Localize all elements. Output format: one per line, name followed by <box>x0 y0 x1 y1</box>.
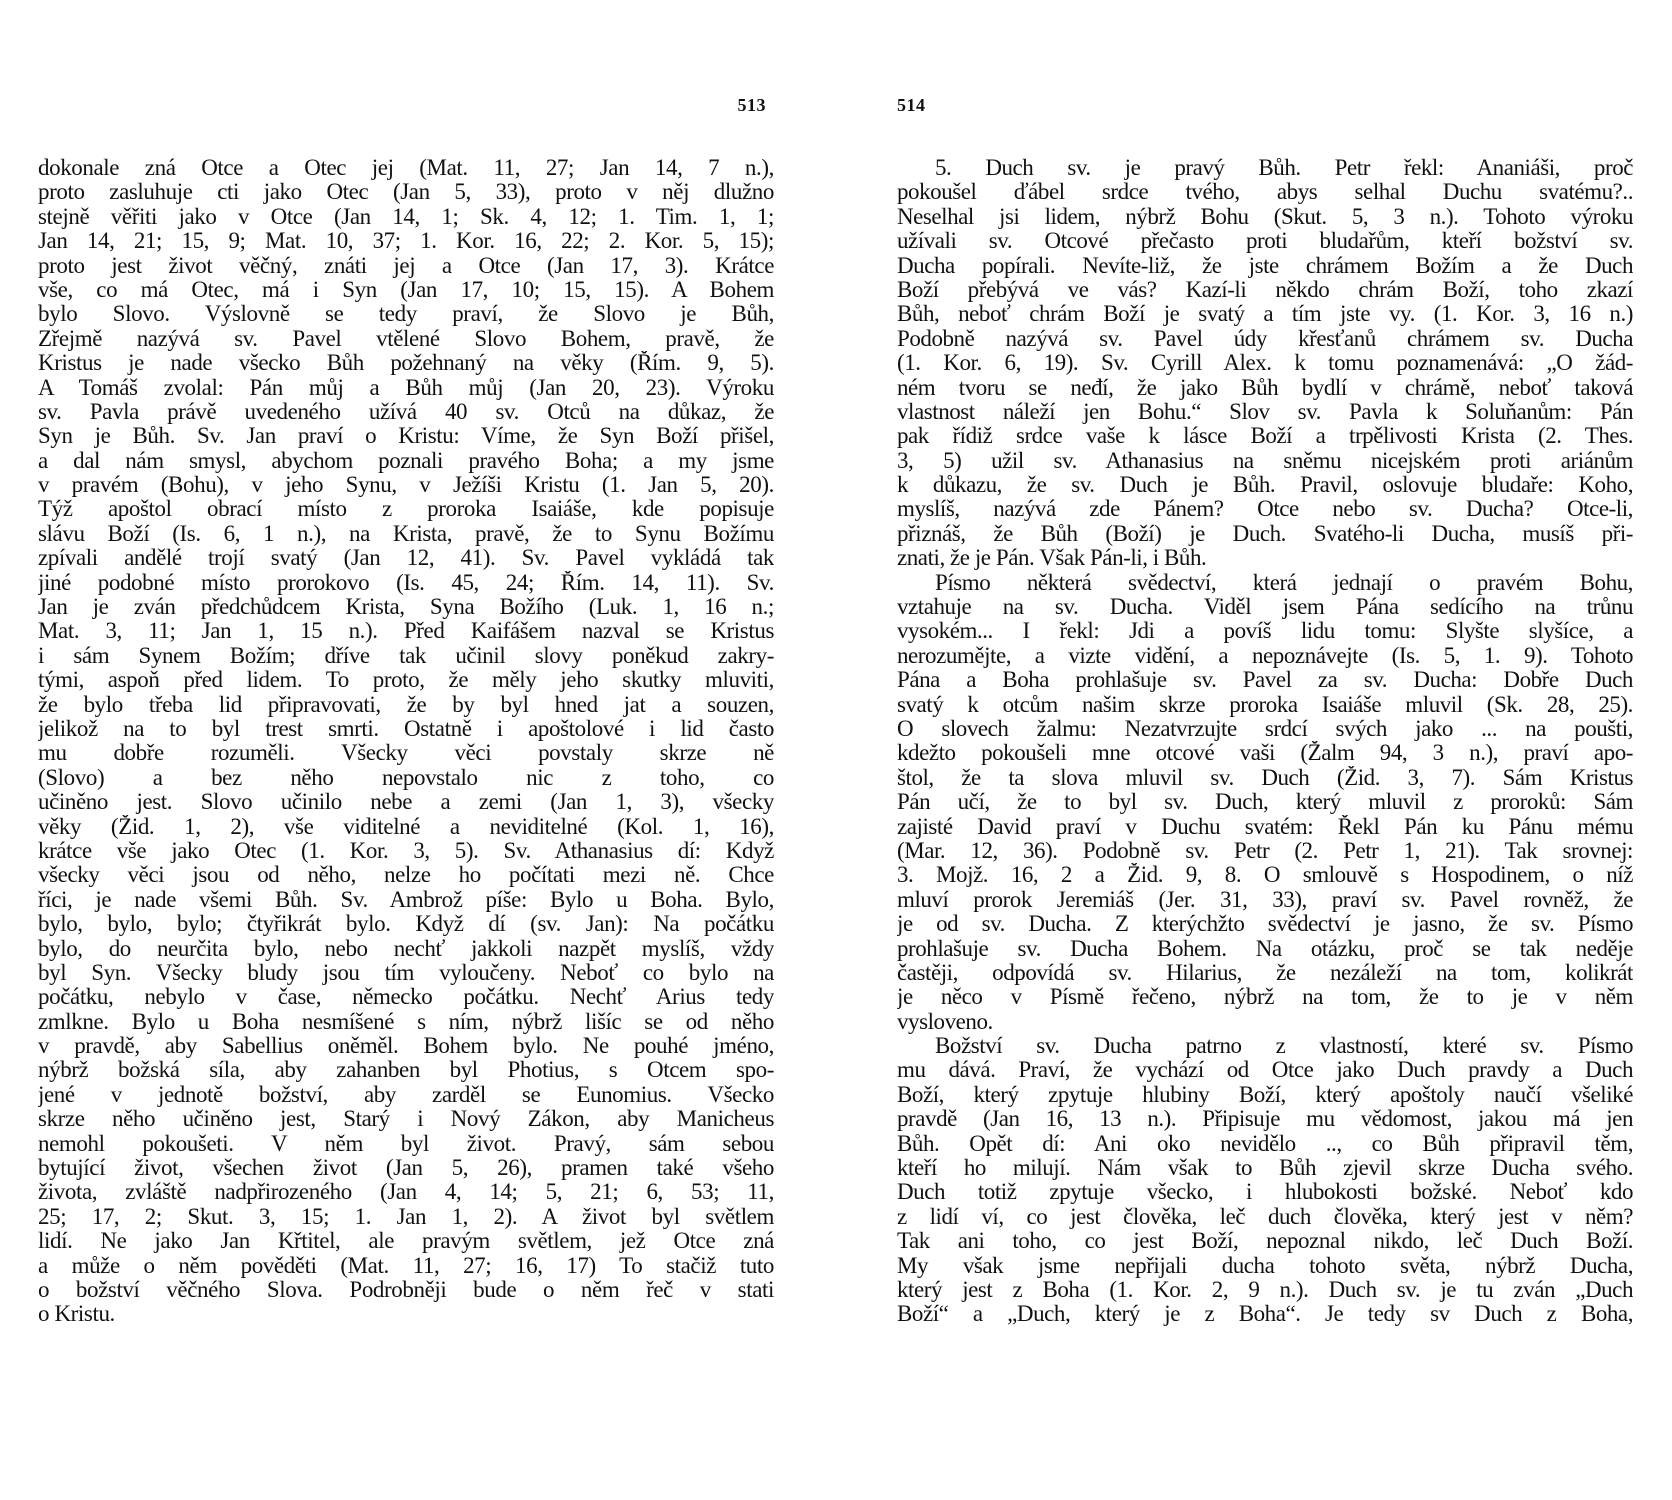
text-line: skrze něho učiněno jest, Starý i Nový Zákon, aby Manicheus <box>38 1107 774 1132</box>
text-line: mu dává. Praví, že vychází od Otce jako Duch pravdy a Duch <box>897 1058 1633 1083</box>
text-line: je něco v Písmě řečeno, nýbrž na tom, že to je v něm <box>897 985 1633 1010</box>
text-line: vysokém... I řekl: Jdi a povíš lidu tomu: Slyšte slyšíce, a <box>897 619 1633 644</box>
text-line: stejně věřiti jako v Otce (Jan 14, 1; Sk. 4, 12; 1. Tim. 1, 1; <box>38 204 774 229</box>
text-line: sv. Pavla právě uvedeného užívá 40 sv. Otců na důkaz, že <box>38 399 774 424</box>
text-line: prohlašuje sv. Ducha Bohem. Na otázku, proč se tak neděje <box>897 936 1633 961</box>
text-line: věky (Žid. 1, 2), vše viditelné a neviditelné (Kol. 1, 16), <box>38 814 774 839</box>
text-line: Týž apoštol obrací místo z proroka Isaiáše, kde popisuje <box>38 497 774 522</box>
text-line: Ducha popírali. Nevíte-liž, že jste chrámem Božím a že Duch <box>897 253 1633 278</box>
text-line: Zřejmě nazývá sv. Pavel vtělené Slovo Bohem, pravě, že <box>38 326 774 351</box>
page-text <box>38 156 774 1327</box>
text-line: Duch totiž zpytuje všecko, i hlubokosti božské. Neboť kdo <box>897 1180 1633 1205</box>
text-line: o Kristu. <box>38 1302 115 1327</box>
text-line: jiné podobné místo prorokovo (Is. 45, 24; Řím. 14, 11). Sv. <box>38 570 774 595</box>
text-line: pravdě (Jan 16, 13 n.). Připisuje mu vědomost, jakou má jen <box>897 1107 1633 1132</box>
text-line: říci, je nade všemi Bůh. Sv. Ambrož píše: Bylo u Boha. Bylo, <box>38 887 774 912</box>
text-line: bylo, bylo, bylo; čtyřikrát bylo. Když dí (sv. Jan): Na počátku <box>38 912 774 937</box>
text-line: proto zasluhuje cti jako Otec (Jan 5, 33), proto v něj dlužno <box>38 180 774 205</box>
text-line: Bůh. Opět dí: Ani oko nevidělo .., co Bůh připravil těm, <box>897 1131 1633 1156</box>
text-line: který jest z Boha (1. Kor. 2, 9 n.). Duch sv. je tu zván „Duch <box>897 1277 1633 1302</box>
text-line: učiněno jest. Slovo učinilo nebe a zemi (Jan 1, 3), všecky <box>38 790 774 815</box>
text-line: vlastnost náleží jen Bohu.“ Slov sv. Pavla k Soluňanům: Pán <box>897 399 1633 424</box>
text-line: nýbrž božská síla, aby zahanben byl Photius, s Otcem spo- <box>38 1058 774 1083</box>
text-line: v pravém (Bohu), v jeho Synu, v Ježíši Kristu (1. Jan 5, 20). <box>38 473 774 498</box>
text-line: že bylo třeba lid připravovati, že by byl hned jat a souzen, <box>38 692 774 717</box>
text-line: bylo Slovo. Výslovně se tedy praví, že Slovo je Bůh, <box>38 302 774 327</box>
text-line: proto jest život věčný, znáti jej a Otce (Jan 17, 3). Krátce <box>38 253 774 278</box>
text-line: (Mar. 12, 36). Podobně sv. Petr (2. Petr 1, 21). Tak srovnej: <box>897 838 1633 863</box>
text-line: A Tomáš zvolal: Pán můj a Bůh můj (Jan 20, 23). Výroku <box>38 375 774 400</box>
text-line: bytující život, všechen život (Jan 5, 26), pramen také všeho <box>38 1156 774 1181</box>
text-line: Jan je zván předchůdcem Krista, Syna Božího (Luk. 1, 16 n.; <box>38 595 774 620</box>
text-line: lidí. Ne jako Jan Křtitel, ale pravým světlem, jež Otce zná <box>38 1229 774 1254</box>
text-line: vysloveno. <box>897 1009 993 1034</box>
text-line: mluví prorok Jeremiáš (Jer. 31, 33), praví sv. Pavel rovněž, že <box>897 887 1633 912</box>
page-text <box>897 156 1633 1327</box>
text-line: zmlkne. Bylo u Boha nesmíšené s ním, nýbrž lišíc se od něho <box>38 1009 774 1034</box>
text-line: nerozumějte, a vizte vidění, a nepoznávejte (Is. 5, 1. 9). Tohoto <box>897 643 1633 668</box>
text-line: Mat. 3, 11; Jan 1, 15 n.). Před Kaifášem nazval se Kristus <box>38 619 774 644</box>
text-line: pokoušel ďábel srdce tvého, abys selhal Duchu svatému?.. <box>897 180 1633 205</box>
text-line: jené v jednotě božství, aby zarděl se Eunomius. Všecko <box>38 1082 774 1107</box>
left-page <box>38 0 774 1500</box>
text-line: 3, 5) užil sv. Athanasius na sněmu nicejském proti ariánům <box>897 448 1633 473</box>
text-line: pak řídiž srdce vaše k lásce Boží a trpělivosti Krista (2. Thes. <box>897 424 1633 449</box>
text-line: počátku, nebylo v čase, německo počátku. Nechť Arius tedy <box>38 985 774 1010</box>
text-line: užívali sv. Otcové přečasto proti bludařům, kteří božství sv. <box>897 229 1633 254</box>
right-page <box>897 0 1633 1500</box>
text-line: Božství sv. Ducha patrno z vlastností, které sv. Písmo <box>935 1034 1633 1059</box>
text-line: myslíš, nazývá zde Pánem? Otce nebo sv. Ducha? Otce-li, <box>897 497 1633 522</box>
text-line: (Slovo) a bez něho nepovstalo nic z toho, co <box>38 765 774 790</box>
text-line: častěji, odpovídá sv. Hilarius, že nezáleží na tom, kolikrát <box>897 960 1633 985</box>
text-line: Syn je Bůh. Sv. Jan praví o Kristu: Víme, že Syn Boží přišel, <box>38 424 774 449</box>
text-line: Tak ani toho, co jest Boží, nepoznal nikdo, leč Duch Boží. <box>897 1229 1633 1254</box>
text-line: byl Syn. Všecky bludy jsou tím vyloučeny. Neboť co bylo na <box>38 960 774 985</box>
page-number: 514 <box>897 95 926 115</box>
text-line: Boží přebývá ve vás? Kazí-li někdo chrám Boží, toho zkazí <box>897 277 1633 302</box>
text-line: štol, že ta slova mluvil sv. Duch (Žid. 3, 7). Sám Kristus <box>897 765 1633 790</box>
text-line: (1. Kor. 6, 19). Sv. Cyrill Alex. k tomu poznamenává: „O žád- <box>897 351 1633 376</box>
text-line: 25; 17, 2; Skut. 3, 15; 1. Jan 1, 2). A život byl světlem <box>38 1204 774 1229</box>
text-line: slávu Boží (Is. 6, 1 n.), na Krista, pravě, že to Synu Božímu <box>38 521 774 546</box>
text-line: Jan 14, 21; 15, 9; Mat. 10, 37; 1. Kor. 16, 22; 2. Kor. 5, 15); <box>38 229 774 254</box>
text-line: vztahuje na sv. Ducha. Viděl jsem Pána sedícího na trůnu <box>897 595 1633 620</box>
text-line: nemohl pokoušeti. V něm byl život. Pravý, sám sebou <box>38 1131 774 1156</box>
text-line: jelikož na to byl trest smrti. Ostatně i apoštolové i lid často <box>38 716 774 741</box>
text-line: zajisté David praví v Duchu svatém: Řekl Pán ku Pánu mému <box>897 814 1633 839</box>
text-line: Pána a Boha prohlašuje sv. Pavel za sv. Ducha: Dobře Duch <box>897 668 1633 693</box>
page-number: 513 <box>737 95 766 115</box>
text-line: 3. Mojž. 16, 2 a Žid. 9, 8. O smlouvě s Hospodinem, o níž <box>897 863 1633 888</box>
text-line: kteří ho milují. Nám však to Bůh zjevil skrze Ducha svého. <box>897 1156 1633 1181</box>
text-line: kdežto pokoušeli mne otcové vaši (Žalm 94, 3 n.), praví apo- <box>897 741 1633 766</box>
text-line: i sám Synem Božím; dříve tak učinil slovy poněkud zakry- <box>38 643 774 668</box>
text-line: v pravdě, aby Sabellius oněměl. Bohem bylo. Ne pouhé jméno, <box>38 1034 774 1059</box>
text-line: všecky věci jsou od něho, nelze ho počítati mezi ně. Chce <box>38 863 774 888</box>
text-line: tými, aspoň před lidem. To proto, že měly jeho skutky mluviti, <box>38 668 774 693</box>
text-line: ném tvoru se neđí, že jako Bůh bydlí v chrámě, neboť taková <box>897 375 1633 400</box>
text-line: Bůh, neboť chrám Boží je svatý a tím jste vy. (1. Kor. 3, 16 n.) <box>897 302 1633 327</box>
text-line: Boží“ a „Duch, který je z Boha“. Je tedy sv Duch z Boha, <box>897 1302 1633 1327</box>
text-line: dokonale zná Otce a Otec jej (Mat. 11, 27; Jan 14, 7 n.), <box>38 156 774 180</box>
text-line: Písmo některá svědectví, která jednají o pravém Bohu, <box>935 570 1633 595</box>
text-line: 5. Duch sv. je pravý Bůh. Petr řekl: Ananiáši, proč <box>935 156 1633 180</box>
text-line: vše, co má Otec, má i Syn (Jan 17, 10; 15, 15). A Bohem <box>38 277 774 302</box>
text-line: O slovech žalmu: Nezatvrzujte srdcí svých jako ... na poušti, <box>897 716 1633 741</box>
text-line: života, zvláště nadpřirozeného (Jan 4, 14; 5, 21; 6, 53; 11, <box>38 1180 774 1205</box>
text-line: krátce vše jako Otec (1. Kor. 3, 5). Sv. Athanasius dí: Když <box>38 838 774 863</box>
text-line: Podobně nazývá sv. Pavel údy křesťanů chrámem sv. Ducha <box>897 326 1633 351</box>
text-line: Neselhal jsi lidem, nýbrž Bohu (Skut. 5, 3 n.). Tohoto výroku <box>897 204 1633 229</box>
text-line: mu dobře rozuměli. Všecky věci povstaly skrze ně <box>38 741 774 766</box>
text-line: k důkazu, že sv. Duch je Bůh. Pravil, oslovuje bludaře: Koho, <box>897 473 1633 498</box>
text-line: svatý k otcům našim skrze proroka Isaiáše mluvil (Sk. 28, 25). <box>897 692 1633 717</box>
text-line: zpívali andělé trojí svatý (Jan 12, 41). Sv. Pavel vykládá tak <box>38 546 774 571</box>
text-line: je od sv. Ducha. Z kterýchžto svědectví je jasno, že sv. Písmo <box>897 912 1633 937</box>
text-line: Boží, který zpytuje hlubiny Boží, který apoštoly naučí všeliké <box>897 1082 1633 1107</box>
text-line: Kristus je nade všecko Bůh požehnaný na věky (Řím. 9, 5). <box>38 351 774 376</box>
text-line: přiznáš, že Bůh (Boží) je Duch. Svatého-li Ducha, musíš při- <box>897 521 1633 546</box>
text-line: a dal nám smysl, abychom poznali pravého Boha; a my jsme <box>38 448 774 473</box>
text-line: a může o něm pověděti (Mat. 11, 27; 16, 17) To stačiž tuto <box>38 1253 774 1278</box>
text-line: znati, že je Pán. Však Pán-li, i Bůh. <box>897 546 1207 571</box>
text-line: My však jsme nepřijali ducha tohoto světa, nýbrž Ducha, <box>897 1253 1633 1278</box>
text-line: Pán učí, že to byl sv. Duch, který mluvil z proroků: Sám <box>897 790 1633 815</box>
text-line: bylo, do neurčita bylo, nebo nechť jakkoli nazpět myslíš, vždy <box>38 936 774 961</box>
text-line: o božství věčného Slova. Podrobněji bude o něm řeč v stati <box>38 1277 774 1302</box>
text-line: z lidí ví, co jest člověka, leč duch člověka, který jest v něm? <box>897 1204 1633 1229</box>
